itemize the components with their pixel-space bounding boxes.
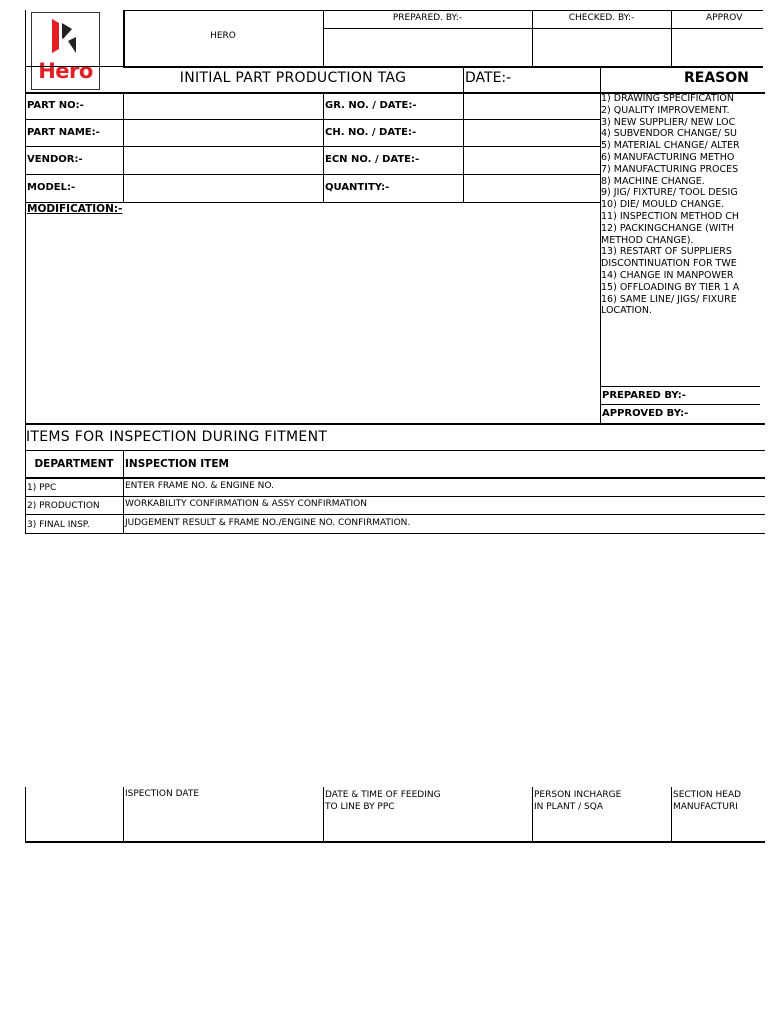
reason-item: LOCATION. bbox=[601, 305, 653, 317]
department-cell: 3) FINAL INSP. bbox=[27, 520, 90, 530]
reason-item: 16) SAME LINE/ JIGS/ FIXURE bbox=[601, 293, 737, 305]
feeding-time-label bbox=[325, 789, 441, 813]
person-incharge-line-2: IN PLANT / SQA bbox=[534, 802, 603, 812]
reason-item: 7) MANUFACTURING PROCES bbox=[601, 163, 739, 175]
reason-approved-by-label: APPROVED BY:- bbox=[602, 408, 689, 419]
reason-item: 1) DRAWING SPECIFICATION bbox=[601, 93, 735, 104]
inspection-section-title: ITEMS FOR INSPECTION DURING FITMENT bbox=[26, 429, 328, 445]
company-name: HERO bbox=[210, 31, 236, 41]
inspection-item-cell: WORKABILITY CONFIRMATION & ASSY CONFIRMATION bbox=[125, 499, 367, 509]
date-label: DATE:- bbox=[465, 70, 512, 86]
department-cell: 2) PRODUCTION bbox=[27, 501, 100, 511]
modification-label: MODIFICATION:- bbox=[27, 203, 123, 215]
gr-no-label: GR. NO. / DATE:- bbox=[325, 100, 417, 111]
approved-by-label: APPROV bbox=[706, 13, 743, 23]
reason-item: 14) CHANGE IN MANPOWER bbox=[601, 269, 734, 281]
reason-item: 10) DIE/ MOULD CHANGE. bbox=[601, 199, 725, 211]
reason-item: METHOD CHANGE). bbox=[601, 234, 694, 246]
reason-list bbox=[601, 93, 751, 317]
reason-item: 13) RESTART OF SUPPLIERS bbox=[601, 246, 732, 258]
section-head-label bbox=[673, 789, 741, 813]
inspection-item-cell: ENTER FRAME NO. & ENGINE NO. bbox=[125, 481, 274, 491]
reason-item: 15) OFFLOADING BY TIER 1 A bbox=[601, 281, 740, 293]
feeding-time-line-1: DATE & TIME OF FEEDING bbox=[325, 790, 441, 800]
reason-item: 8) MACHINE CHANGE. bbox=[601, 175, 705, 187]
department-cell: 1) PPC bbox=[27, 483, 57, 493]
person-incharge-line-1: PERSON INCHARGE bbox=[534, 790, 622, 800]
model-label: MODEL:- bbox=[27, 182, 76, 193]
part-name-label: PART NAME:- bbox=[27, 127, 100, 138]
reason-item: 12) PACKINGCHANGE (WITH bbox=[601, 222, 735, 234]
checked-by-label: CHECKED. BY:- bbox=[568, 13, 635, 23]
reason-prepared-by-label: PREPARED BY:- bbox=[602, 390, 686, 401]
reason-item: 5) MATERIAL CHANGE/ ALTER bbox=[601, 140, 740, 152]
inspection-item-cell: JUDGEMENT RESULT & FRAME NO./ENGINE NO. CONFIRMATION. bbox=[125, 518, 411, 528]
reason-item: 3) NEW SUPPLIER/ NEW LOC bbox=[601, 116, 736, 128]
reason-item: 11) INSPECTION METHOD CH bbox=[601, 210, 740, 222]
section-head-line-1: SECTION HEAD bbox=[673, 790, 742, 800]
inspection-date-label: ISPECTION DATE bbox=[125, 789, 200, 799]
ch-no-label: CH. NO. / DATE:- bbox=[325, 127, 417, 138]
form-title: INITIAL PART PRODUCTION TAG bbox=[179, 70, 407, 86]
ecn-no-label: ECN NO. / DATE:- bbox=[325, 154, 420, 165]
reason-heading: REASON bbox=[684, 70, 749, 86]
logo-wordmark: Hero bbox=[38, 59, 93, 83]
reason-item: 9) JIG/ FIXTURE/ TOOL DESIG bbox=[601, 187, 738, 199]
part-no-label: PART NO:- bbox=[27, 100, 84, 111]
inspection-item-column-header: INSPECTION ITEM bbox=[125, 458, 229, 470]
hero-logo bbox=[31, 12, 100, 90]
department-column-header: DEPARTMENT bbox=[34, 458, 114, 470]
person-incharge-label bbox=[534, 789, 621, 813]
reason-item: DISCONTINUATION FOR TWE bbox=[601, 258, 737, 270]
prepared-by-label: PREPARED. BY:- bbox=[392, 13, 463, 23]
feeding-time-line-2: TO LINE BY PPC bbox=[325, 802, 395, 812]
vendor-label: VENDOR:- bbox=[27, 154, 83, 165]
quantity-label: QUANTITY:- bbox=[325, 182, 390, 193]
section-head-line-2: MANUFACTURI bbox=[673, 802, 738, 812]
reason-item: 6) MANUFACTURING METHO bbox=[601, 151, 735, 163]
reason-item: 2) QUALITY IMPROVEMENT. bbox=[601, 104, 730, 116]
reason-item: 4) SUBVENDOR CHANGE/ SU bbox=[601, 128, 737, 140]
